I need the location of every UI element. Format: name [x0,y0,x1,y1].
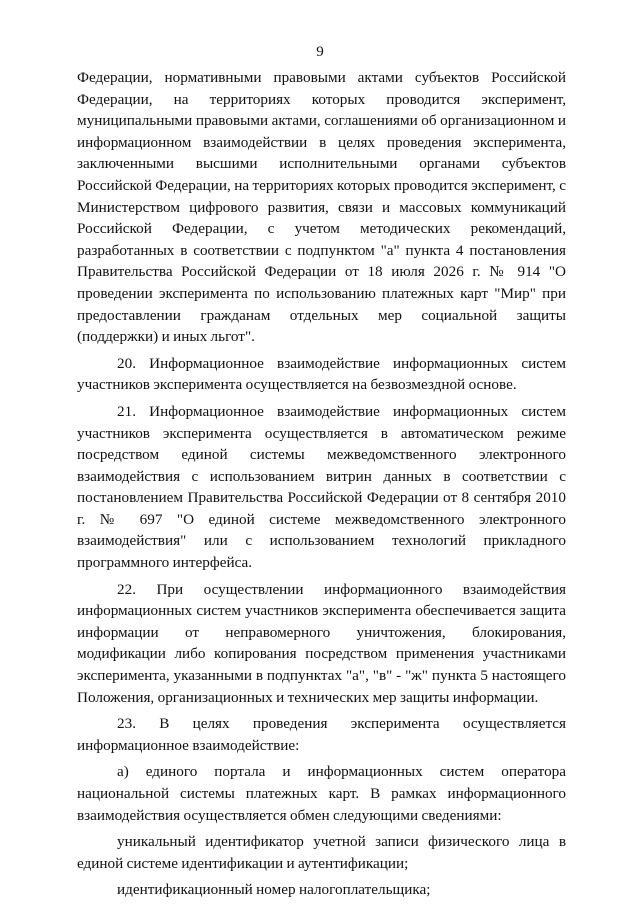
paragraph-item-20: 20. Информационное взаимодействие информационных систем участников эксперимента осуществляется на безвозмездной основе. [77,354,566,394]
paragraph-subitem-a: а) единого портала и информационных систем оператора национальной системы платежных карт. В рамках информационного взаимодействия осуществляется обмен следующими сведениями: [77,763,566,824]
paragraph-list-item: уникальный идентификатор учетной записи физического лица в единой системе идентификации и аутентификации; [77,833,566,872]
document-body [77,67,566,901]
page-number: 9 [316,44,324,60]
paragraph-list-item: идентификационный номер налогоплательщика; [117,881,431,899]
paragraph-item-21: 21. Информационное взаимодействие информационных систем участников эксперимента осуществляется в автоматическом режиме посредством единой системы межведомственного электронного взаимодействия с использованием витрин данных в соответствии с постановлением Правительства Российской Федерации от 8 сентября 2010 г. № 697 "О единой системе межведомственного электронного взаимодействия" или с использованием технологий прикладного программного интерфейса. [77,402,566,572]
paragraph-item-23: 23. В целях проведения эксперимента осуществляется информационное взаимодействие: [77,715,566,754]
paragraph-continuation: Федерации, нормативными правовыми актами субъектов Российской Федерации, на территориях которых проводится эксперимент, муниципальными правовыми актами, соглашениями об организационном и информационном взаимодействии в целях проведения эксперимента, заключенными высшими исполнительными органами субъектов Российской Федерации, на территориях которых проводится эксперимент, с Министерством цифрового развития, связи и массовых коммуникаций Российской Федерации, с учетом методических рекомендаций, разработанных в соответствии с подпунктом "а" пункта 4 постановления Правительства Российской Федерации от 18 июля 2026 г. № 914 "О проведении эксперимента по использованию платежных карт "Мир" при предоставлении гражданам отдельных мер социальной защиты (поддержки) и иных льгот". [77,69,566,346]
paragraph-item-22: 22. При осуществлении информационного взаимодействия информационных систем участников эксперимента обеспечивается защита информации от неправомерного уничтожения, блокирования, модификации либо копирования посредством применения участниками эксперимента, указанными в подпунктах "а", "в" - "ж" пункта 5 настоящего Положения, организационных и технических мер защиты информации. [77,580,566,706]
